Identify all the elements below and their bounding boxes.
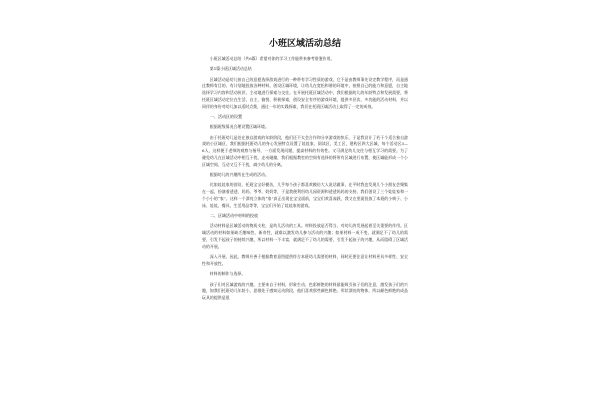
- section-heading: 二、区域活动中材料的投放: [210, 213, 258, 219]
- paragraph: 区域活动是幼儿按自己的意愿选择游戏进行的一种带有学习性质的游戏，它不是由教师事先设定教学程序，而是通过教师有目的、有计划地投放各种材料，创设区域环境，让幼儿在宽松和谐的环境中，按照自己的能力和意愿，自主地选择学习内容和活动伙伴，主动地进行探索与交往。在开展托班区域活动中，我们根据幼儿的年龄特点和发展需要，将托班区域活动定位在生活、自主、愉悦、积极探索，创设安全有序的游戏环境，提供多层次、多功能的活动材料，并以同伴的身份对幼儿加以适时点拨，通过一年的实践探索，我们在托班区域活动上取得了一定的成效。: [202, 76, 408, 109]
- paragraph: 活动材料是区域活动的物质支柱，是幼儿活动的工具。材料投放是否得当，对幼儿的发展起着至关重要的作用。区域活动的材料如果缺乏趣味性、新奇性，就难以激发幼儿参与活动的兴趣；如果材料一成不变，就满足不了幼儿的需要，引发不起孩子的持续兴趣，所以材料一不丰富，就满足不了幼儿的需要，引发不起孩子的兴趣，从而阻碍了区域活动的开展。: [202, 223, 408, 249]
- document-title: 小班区域活动总结: [268, 39, 341, 49]
- paragraph: 第1篇小班区域活动总结: [209, 66, 252, 72]
- paragraph: 深入开展，因此，教师应善于根据教育意图提供符合本班幼儿需要的材料，同时还要注意让材料更具多样性、安全性和开放性。: [202, 254, 408, 266]
- document-body: [202, 56, 408, 302]
- paragraph: 比如娃娃家的创设，托班宝宝好模仿，几乎每个孩子都喜欢模仿大人说话做事，在平时我也发现几个小朋友会聚集在一起，扮演着爸爸、妈妈、爷爷、奶奶等，于是我便利用幼儿园资源和爸爸妈妈的支持，我们创设了三个娃娃家和一个小小的“家”。这样一个漂亮立体的“家”真正出现在宝宝面前，宝宝们欢喜雀跃，我又在里面投放了本班的小椅子、小床、娃娃、餐具、生活用品等等，宝宝们开始了娃娃家的游戏。: [202, 182, 408, 208]
- paragraph: 孩子们对区域游戏的兴趣，主要来自于材料，形象生动、色彩鲜艳的材料最能吸引孩子们的注意，激发孩子们的兴趣，如我们托班幼儿年龄小，思维处于感知运动阶段，他们喜欢那些颜色鲜艳、形状漂亮的物体，所以颜色鲜艳的成品玩具的提供是很: [202, 281, 408, 301]
- document-page: [202, 35, 408, 400]
- paragraph: 小班区域活动总结（共6篇）希望对你的学习工作能带来参考借鉴作用。: [209, 56, 335, 61]
- paragraph: 由于托班幼儿是处在独自游戏的年龄阶段，他们还不太会合作和分享游戏的快乐，于是我设计了若干个适合独自游戏的小区域区，我们根据托班幼儿的身心发展特点设置了娃娃家、阅读区、美工区，建构区四大区域，每个活动区3—6人，这样便于老师的观察与指导，一方面发现问题，提高材料的有效性。又可满足幼儿交往与相互学习的需要。为了避免幼儿在区域活动中相互干扰，走动碰撞，我们根据教室的空间有选择的将所有区域进行布置，使区域能形成一个小区域空间，互动又互不干扰，减少幼儿的分离。: [202, 134, 408, 167]
- paragraph: 根据班级情况合理设置区域环境。: [209, 124, 269, 130]
- section-heading: 一、活动区的设置: [210, 114, 242, 120]
- paragraph: 根据幼儿的兴趣所在生成的活动。: [209, 172, 269, 178]
- paragraph: 材料的制作与选择。: [209, 271, 246, 277]
